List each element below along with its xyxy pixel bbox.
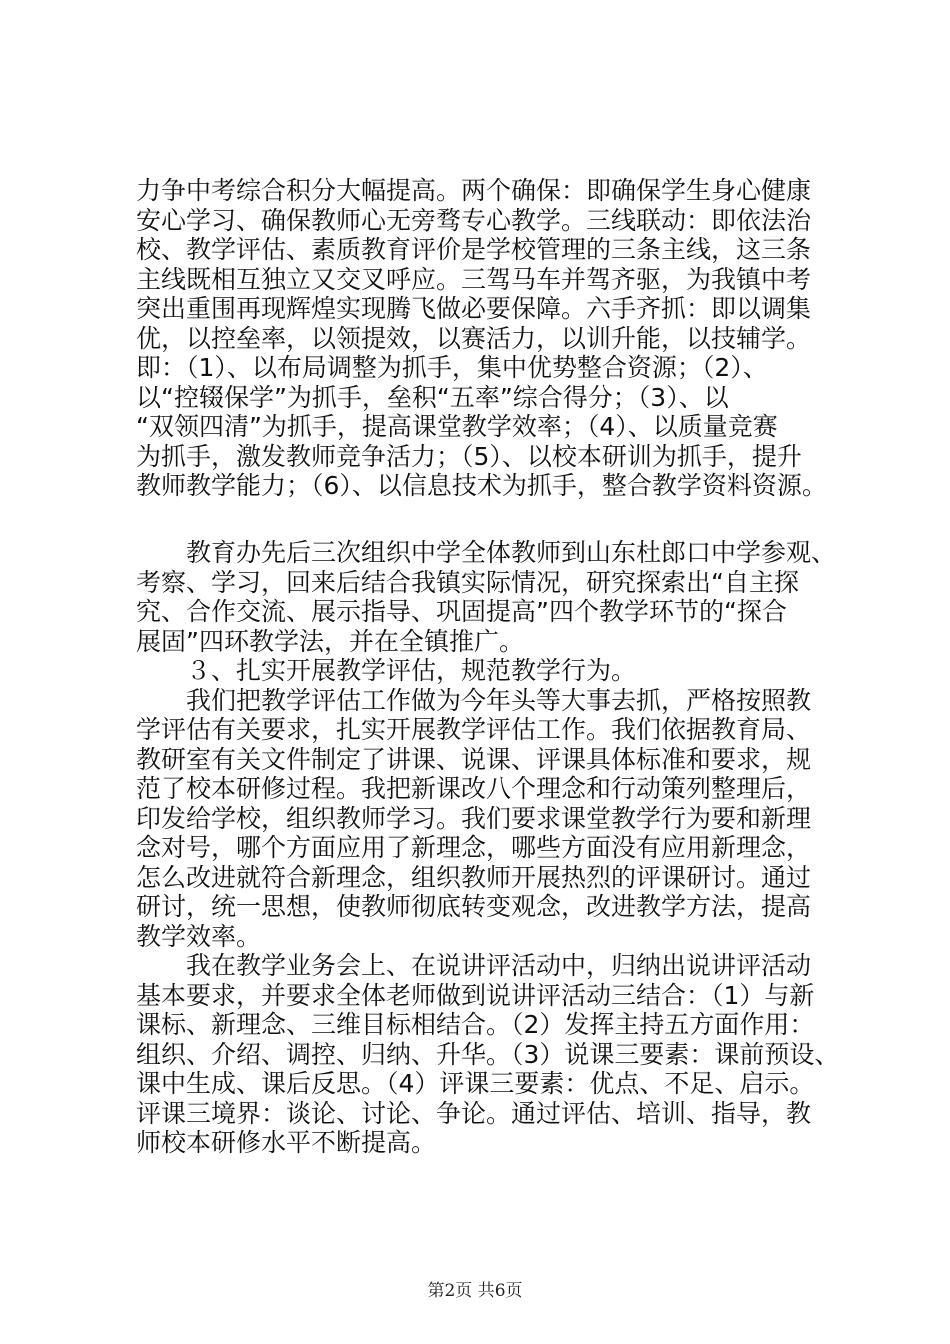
body-text-top: 力争中考综合积分大幅提高。两个确保：即确保学生身心健康 安心学习、确保教师心无旁骛专心教学。三线联动：即依法治 校、教学评估、素质教育评价是学校管理的三条主线，这三条 主线既相互独立又交叉呼应。三驾马车并驾齐驱，为我镇中考 突出重围再现辉煌实现腾飞做必要保障。六手齐抓：即以调集 优，以控垒率，以领提效，以赛活力，以训升能，以技辅学。 即：（1）、以布局调整为抓手，集中优势整合资源；（2）、 以“控辍保学”为抓手，垒积“五率”综合得分；（3）、以 “双领四清”为抓手，提高课堂教学效率；（4）、以质量竞赛 为抓手，激发教师竞争活力；（5）、以校本研训为抓手，提升 教师教学能力；（6）、以信息技术为抓手，整合教学资料资源。 [136, 176, 827, 500]
page-footer: 第2页 共6页 [427, 1281, 523, 1301]
body-text-bottom: 教育办先后三次组织中学全体教师到山东杜郎口中学参观、 考察、学习，回来后结合我镇实际情况，研究探索出“自主探 究、合作交流、展示指导、巩固提高”四个教学环节的“探合 展固”四环教学法，并在全镇推广。 ３、扎实开展教学评估，规范教学行为。 我们把教学评估工作做为今年头等大事去抓，严格按照教 学评估有关要求，扎实开展教学评估工作。我们依据教育局、 教研室有关文件制定了讲课、说课、评课具体标准和要求，规 范了校本研修过程。我把新课改八个理念和行动策列整理后， 印发给学校，组织教师学习。我们要求课堂教学行为要和新理 念对号，哪个方面应用了新理念，哪些方面没有应用新理念， 怎么改进就符合新理念，组织教师开展热烈的评课研讨。通过 研讨，统一思想，使教师彻底转变观念，改进教学方法，提高 教学效率。 我在教学业务会上、在说讲评活动中，归纳出说讲评活动 基本要求，并要求全体老师做到说讲评活动三结合：（1）与新 课标、新理念、三维目标相结合。（2）发挥主持五方面作用： 组织、介绍、调控、归纳、升华。（3）说课三要素：课前预设、 课中生成、课后反思。（4）评课三要素：优点、不足、启示。 评课三境界：谈论、讨论、争论。通过评估、培训、指导，教 师校本研修水平不断提高。 [136, 538, 840, 1157]
